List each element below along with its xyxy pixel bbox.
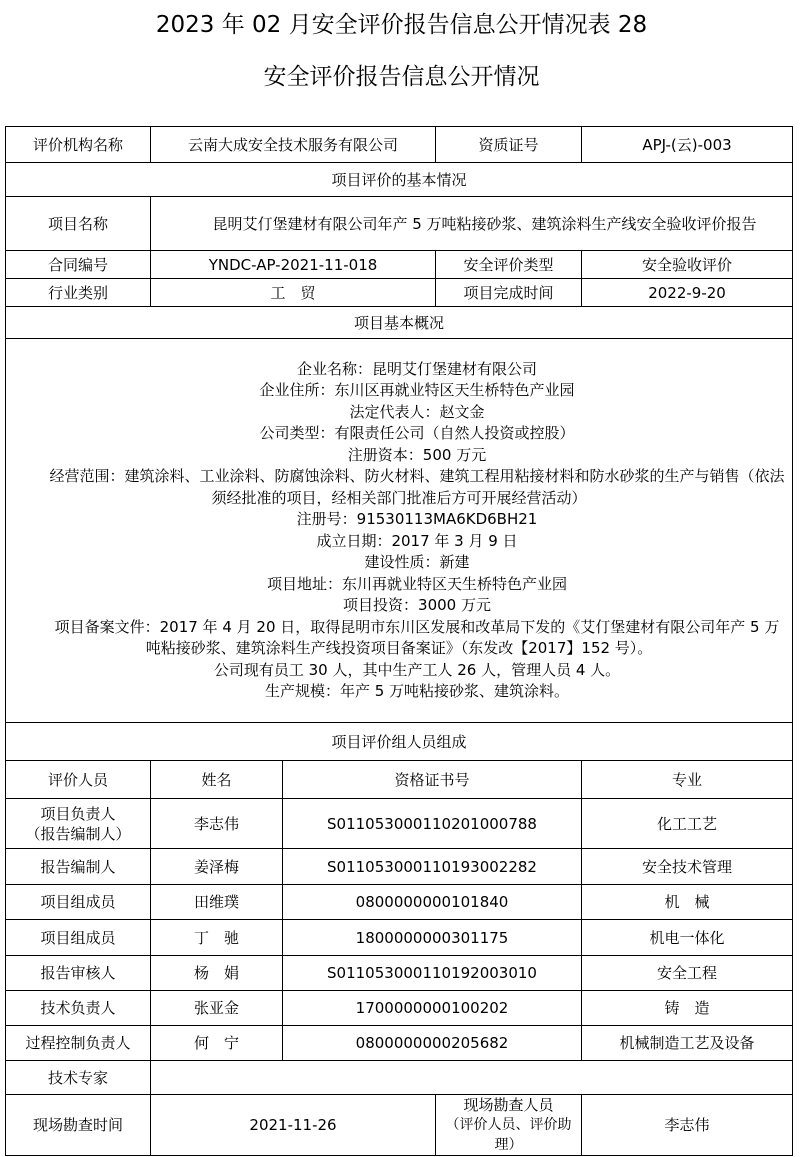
member-role: 项目负责人 （报告编制人）: [6, 799, 151, 849]
finish-label: 项目完成时间: [436, 279, 582, 307]
member-role: 技术负责人: [6, 991, 151, 1026]
contract-row: [6, 251, 793, 279]
member-cert: S011053000110193002282: [283, 849, 582, 885]
overview-line: 项目备案文件：2017 年 4 月 20 日，取得昆明市东川区发展和改革局下发的《艾仃堡建材有限公司年产 5 万吨粘接砂浆、建筑涂料生产线投资项目备案证》（东发改【2017】152 号）。: [54, 617, 780, 657]
overview-line: 生产规模：年产 5 万吨粘接砂浆、建筑涂料。: [264, 682, 570, 700]
basic-section-title: 项目评价的基本情况: [6, 163, 793, 197]
table-row: [6, 920, 793, 956]
member-name: 丁 驰: [151, 920, 283, 956]
expert-label: 技术专家: [6, 1061, 151, 1095]
member-major: 机电一体化: [582, 920, 793, 956]
table-row: [6, 956, 793, 991]
project-name-label: 项目名称: [6, 197, 151, 251]
org-value: 云南大成安全技术服务有限公司: [151, 127, 436, 163]
member-cert: S011053000110192003010: [283, 956, 582, 991]
survey-people-value: 李志伟: [582, 1095, 793, 1156]
expert-row: [6, 1061, 793, 1095]
cert-value: APJ-(云)-003: [582, 127, 793, 163]
member-role: 过程控制负责人: [6, 1026, 151, 1061]
member-major: 安全技术管理: [582, 849, 793, 885]
org-label: 评价机构名称: [6, 127, 151, 163]
document-subtitle: 安全评价报告信息公开情况: [263, 64, 540, 90]
table-row: [6, 1026, 793, 1061]
overview-line: 经营范围：建筑涂料、工业涂料、防腐蚀涂料、防火材料、建筑工程用粘接材料和防水砂浆的生产与销售（依法须经批准的项目，经相关部门批准后方可开展经营活动）: [49, 467, 785, 507]
member-cert: 0800000000205682: [283, 1026, 582, 1061]
overview-line: 企业住所：东川区再就业特区天生桥特色产业园: [259, 381, 575, 399]
member-name: 李志伟: [151, 799, 283, 849]
member-cert: S011053000110201000788: [283, 799, 582, 849]
member-name: 张亚金: [151, 991, 283, 1026]
member-major: 机械制造工艺及设备: [582, 1026, 793, 1061]
team-header-cert: 资格证书号: [283, 761, 582, 799]
table-row: [6, 885, 793, 920]
member-name: 姜泽梅: [151, 849, 283, 885]
table-row: [6, 849, 793, 885]
member-role: 报告审核人: [6, 956, 151, 991]
project-name-value: 昆明艾仃堡建材有限公司年产 5 万吨粘接砂浆、建筑涂料生产线安全验收评价报告: [151, 197, 793, 251]
member-major: 机 械: [582, 885, 793, 920]
survey-time-value: 2021-11-26: [151, 1095, 436, 1156]
finish-value: 2022-9-20: [582, 279, 793, 307]
eval-type-label: 安全评价类型: [436, 251, 582, 279]
industry-label: 行业类别: [6, 279, 151, 307]
document-title: 2023 年 02 月安全评价报告信息公开情况表 28: [155, 12, 648, 38]
contract-label: 合同编号: [6, 251, 151, 279]
overview-line: 法定代表人：赵文金: [349, 402, 485, 421]
survey-people-label: [436, 1095, 582, 1156]
member-name: 杨 娟: [151, 956, 283, 991]
team-header-role: 评价人员: [6, 761, 151, 799]
eval-type-value: 安全验收评价: [582, 251, 793, 279]
project-name-row: [6, 197, 793, 251]
overview-line: 企业名称：昆明艾仃堡建材有限公司: [297, 359, 538, 378]
survey-people-label-line2: （评价人员、评价助理）: [445, 1117, 572, 1153]
member-major: 铸 造: [582, 991, 793, 1026]
overview-line: 成立日期：2017 年 3 月 9 日: [316, 531, 518, 550]
member-cert: 0800000000101840: [283, 885, 582, 920]
member-role: 项目组成员: [6, 920, 151, 956]
table-row: [6, 799, 793, 849]
member-cert: 1800000000301175: [283, 920, 582, 956]
contract-value: YNDC-AP-2021-11-018: [151, 251, 436, 279]
overview-line: 项目投资：3000 万元: [343, 596, 491, 614]
team-section-title: 项目评价组人员组成: [6, 723, 793, 761]
survey-row: [6, 1095, 793, 1156]
member-major: 安全工程: [582, 956, 793, 991]
member-name: 何 宁: [151, 1026, 283, 1061]
team-header-major: 专业: [582, 761, 793, 799]
industry-value: 工 贸: [151, 279, 436, 307]
member-major: 化工工艺: [582, 799, 793, 849]
info-table: [5, 126, 793, 1156]
overview-content: [6, 339, 793, 723]
org-row: [6, 127, 793, 163]
team-header-row: [6, 761, 793, 799]
overview-line: 建设性质：新建: [364, 553, 470, 571]
industry-row: [6, 279, 793, 307]
member-cert: 1700000000100202: [283, 991, 582, 1026]
overview-line: 公司现有员工 30 人，其中生产工人 26 人，管理人员 4 人。: [213, 660, 621, 679]
table-row: [6, 991, 793, 1026]
member-role: 项目组成员: [6, 885, 151, 920]
team-header-name: 姓名: [151, 761, 283, 799]
overview-line: 项目地址：东川再就业特区天生桥特色产业园: [267, 574, 568, 593]
overview-row: [6, 339, 793, 723]
member-role: 报告编制人: [6, 849, 151, 885]
expert-value: [151, 1061, 793, 1095]
overview-line: 注册资本：500 万元: [347, 445, 487, 464]
overview-line: 注册号：91530113MA6KD6BH21: [296, 510, 538, 528]
survey-people-label-line1: 现场勘查人员: [463, 1096, 554, 1114]
overview-section-title: 项目基本概况: [6, 307, 793, 339]
member-name: 田维璞: [151, 885, 283, 920]
overview-line: 公司类型：有限责任公司（自然人投资或控股）: [259, 424, 575, 442]
survey-time-label: 现场勘查时间: [6, 1095, 151, 1156]
cert-label: 资质证号: [436, 127, 582, 163]
